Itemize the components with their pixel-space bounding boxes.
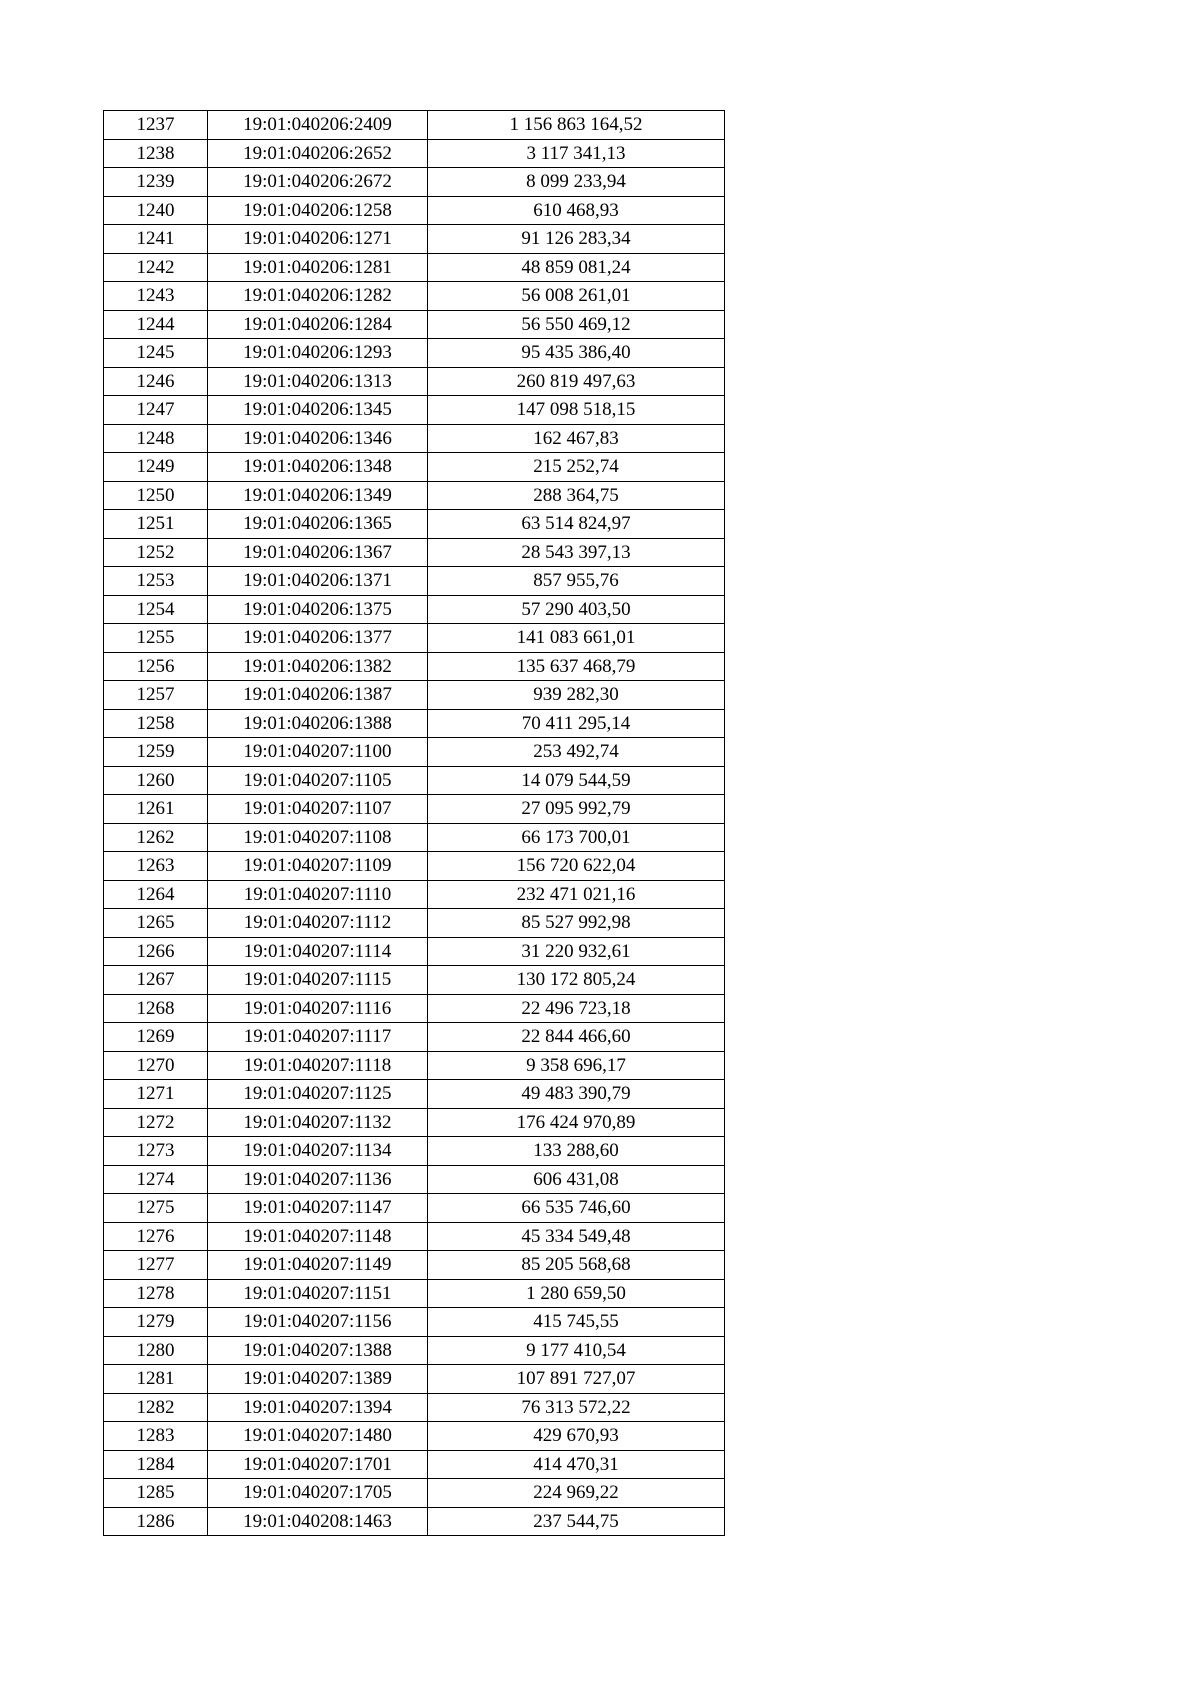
cadastral-value-cell: 49 483 390,79 (428, 1080, 725, 1109)
row-number-cell: 1246 (104, 367, 208, 396)
row-number-cell: 1257 (104, 681, 208, 710)
row-number-cell: 1285 (104, 1479, 208, 1508)
table-row (104, 1365, 725, 1394)
cadastral-value-cell: 1 156 863 164,52 (428, 111, 725, 140)
cadastral-number-cell: 19:01:040207:1389 (208, 1365, 428, 1394)
table-row (104, 225, 725, 254)
cadastral-number-cell: 19:01:040206:1313 (208, 367, 428, 396)
cadastral-number-cell: 19:01:040207:1147 (208, 1194, 428, 1223)
cadastral-number-cell: 19:01:040207:1112 (208, 909, 428, 938)
row-number-cell: 1267 (104, 966, 208, 995)
cadastral-number-cell: 19:01:040206:1377 (208, 624, 428, 653)
row-number-cell: 1274 (104, 1165, 208, 1194)
cadastral-value-cell: 429 670,93 (428, 1422, 725, 1451)
cadastral-number-cell: 19:01:040207:1118 (208, 1051, 428, 1080)
table-row (104, 1080, 725, 1109)
table-row (104, 880, 725, 909)
row-number-cell: 1248 (104, 424, 208, 453)
table-row (104, 367, 725, 396)
cadastral-number-cell: 19:01:040206:2409 (208, 111, 428, 140)
cadastral-number-cell: 19:01:040206:1258 (208, 196, 428, 225)
cadastral-value-cell: 9 358 696,17 (428, 1051, 725, 1080)
table-row (104, 681, 725, 710)
table-row (104, 1222, 725, 1251)
cadastral-number-cell: 19:01:040207:1115 (208, 966, 428, 995)
cadastral-number-cell: 19:01:040206:1346 (208, 424, 428, 453)
cadastral-number-cell: 19:01:040208:1463 (208, 1507, 428, 1536)
cadastral-value-cell: 939 282,30 (428, 681, 725, 710)
cadastral-number-cell: 19:01:040207:1134 (208, 1137, 428, 1166)
row-number-cell: 1277 (104, 1251, 208, 1280)
cadastral-number-cell: 19:01:040207:1148 (208, 1222, 428, 1251)
cadastral-value-cell: 8 099 233,94 (428, 168, 725, 197)
table-row (104, 909, 725, 938)
cadastral-number-cell: 19:01:040207:1480 (208, 1422, 428, 1451)
row-number-cell: 1263 (104, 852, 208, 881)
table-row (104, 139, 725, 168)
table-row (104, 1137, 725, 1166)
table-row (104, 396, 725, 425)
table-row (104, 937, 725, 966)
cadastral-number-cell: 19:01:040206:1349 (208, 481, 428, 510)
cadastral-number-cell: 19:01:040207:1132 (208, 1108, 428, 1137)
cadastral-value-cell: 130 172 805,24 (428, 966, 725, 995)
table-row (104, 282, 725, 311)
row-number-cell: 1250 (104, 481, 208, 510)
cadastral-value-table (103, 110, 725, 1536)
cadastral-value-cell: 56 550 469,12 (428, 310, 725, 339)
table-row (104, 1251, 725, 1280)
cadastral-number-cell: 19:01:040207:1107 (208, 795, 428, 824)
cadastral-value-cell: 9 177 410,54 (428, 1336, 725, 1365)
table-row (104, 1023, 725, 1052)
cadastral-number-cell: 19:01:040207:1705 (208, 1479, 428, 1508)
row-number-cell: 1255 (104, 624, 208, 653)
row-number-cell: 1269 (104, 1023, 208, 1052)
cadastral-number-cell: 19:01:040206:1282 (208, 282, 428, 311)
cadastral-value-cell: 253 492,74 (428, 738, 725, 767)
cadastral-value-cell: 415 745,55 (428, 1308, 725, 1337)
table-row (104, 1308, 725, 1337)
cadastral-value-cell: 133 288,60 (428, 1137, 725, 1166)
cadastral-value-cell: 260 819 497,63 (428, 367, 725, 396)
cadastral-value-cell: 27 095 992,79 (428, 795, 725, 824)
cadastral-value-cell: 141 083 661,01 (428, 624, 725, 653)
table-row (104, 510, 725, 539)
cadastral-value-cell: 66 173 700,01 (428, 823, 725, 852)
row-number-cell: 1276 (104, 1222, 208, 1251)
table-row (104, 453, 725, 482)
cadastral-number-cell: 19:01:040207:1105 (208, 766, 428, 795)
cadastral-number-cell: 19:01:040207:1149 (208, 1251, 428, 1280)
table-row (104, 1051, 725, 1080)
cadastral-number-cell: 19:01:040206:1365 (208, 510, 428, 539)
cadastral-number-cell: 19:01:040207:1151 (208, 1279, 428, 1308)
table-row (104, 339, 725, 368)
table-row (104, 823, 725, 852)
table-row (104, 1279, 725, 1308)
cadastral-number-cell: 19:01:040206:1281 (208, 253, 428, 282)
cadastral-value-cell: 237 544,75 (428, 1507, 725, 1536)
row-number-cell: 1275 (104, 1194, 208, 1223)
row-number-cell: 1265 (104, 909, 208, 938)
table-row (104, 1422, 725, 1451)
row-number-cell: 1282 (104, 1393, 208, 1422)
cadastral-value-cell: 135 637 468,79 (428, 652, 725, 681)
cadastral-value-cell: 414 470,31 (428, 1450, 725, 1479)
cadastral-number-cell: 19:01:040206:1367 (208, 538, 428, 567)
row-number-cell: 1271 (104, 1080, 208, 1109)
table-row (104, 481, 725, 510)
table-row (104, 567, 725, 596)
table-row (104, 738, 725, 767)
row-number-cell: 1270 (104, 1051, 208, 1080)
cadastral-number-cell: 19:01:040207:1136 (208, 1165, 428, 1194)
table-row (104, 1450, 725, 1479)
row-number-cell: 1245 (104, 339, 208, 368)
row-number-cell: 1268 (104, 994, 208, 1023)
table-row (104, 652, 725, 681)
cadastral-number-cell: 19:01:040206:1345 (208, 396, 428, 425)
cadastral-number-cell: 19:01:040206:1293 (208, 339, 428, 368)
cadastral-value-cell: 31 220 932,61 (428, 937, 725, 966)
row-number-cell: 1262 (104, 823, 208, 852)
cadastral-number-cell: 19:01:040206:2652 (208, 139, 428, 168)
cadastral-value-cell: 215 252,74 (428, 453, 725, 482)
cadastral-number-cell: 19:01:040206:1348 (208, 453, 428, 482)
row-number-cell: 1247 (104, 396, 208, 425)
row-number-cell: 1280 (104, 1336, 208, 1365)
table-row (104, 1194, 725, 1223)
cadastral-number-cell: 19:01:040206:1388 (208, 709, 428, 738)
cadastral-number-cell: 19:01:040207:1109 (208, 852, 428, 881)
cadastral-value-cell: 70 411 295,14 (428, 709, 725, 738)
cadastral-number-cell: 19:01:040207:1156 (208, 1308, 428, 1337)
table-row (104, 595, 725, 624)
cadastral-value-cell: 224 969,22 (428, 1479, 725, 1508)
cadastral-value-cell: 176 424 970,89 (428, 1108, 725, 1137)
table-row (104, 538, 725, 567)
cadastral-value-cell: 85 205 568,68 (428, 1251, 725, 1280)
cadastral-value-cell: 76 313 572,22 (428, 1393, 725, 1422)
table-row (104, 709, 725, 738)
row-number-cell: 1254 (104, 595, 208, 624)
row-number-cell: 1239 (104, 168, 208, 197)
table-row (104, 1507, 725, 1536)
row-number-cell: 1279 (104, 1308, 208, 1337)
cadastral-value-cell: 610 468,93 (428, 196, 725, 225)
cadastral-value-cell: 95 435 386,40 (428, 339, 725, 368)
cadastral-value-cell: 45 334 549,48 (428, 1222, 725, 1251)
cadastral-value-cell: 57 290 403,50 (428, 595, 725, 624)
row-number-cell: 1256 (104, 652, 208, 681)
row-number-cell: 1237 (104, 111, 208, 140)
cadastral-value-cell: 63 514 824,97 (428, 510, 725, 539)
row-number-cell: 1240 (104, 196, 208, 225)
row-number-cell: 1244 (104, 310, 208, 339)
table-row (104, 1165, 725, 1194)
row-number-cell: 1260 (104, 766, 208, 795)
cadastral-value-cell: 48 859 081,24 (428, 253, 725, 282)
row-number-cell: 1238 (104, 139, 208, 168)
cadastral-value-cell: 22 844 466,60 (428, 1023, 725, 1052)
cadastral-value-cell: 147 098 518,15 (428, 396, 725, 425)
cadastral-value-cell: 3 117 341,13 (428, 139, 725, 168)
cadastral-number-cell: 19:01:040207:1108 (208, 823, 428, 852)
table-row (104, 994, 725, 1023)
cadastral-number-cell: 19:01:040207:1125 (208, 1080, 428, 1109)
cadastral-number-cell: 19:01:040207:1116 (208, 994, 428, 1023)
cadastral-value-cell: 606 431,08 (428, 1165, 725, 1194)
cadastral-number-cell: 19:01:040207:1388 (208, 1336, 428, 1365)
cadastral-value-cell: 232 471 021,16 (428, 880, 725, 909)
cadastral-value-cell: 85 527 992,98 (428, 909, 725, 938)
row-number-cell: 1253 (104, 567, 208, 596)
row-number-cell: 1264 (104, 880, 208, 909)
cadastral-value-cell: 857 955,76 (428, 567, 725, 596)
row-number-cell: 1252 (104, 538, 208, 567)
cadastral-number-cell: 19:01:040206:1284 (208, 310, 428, 339)
row-number-cell: 1243 (104, 282, 208, 311)
row-number-cell: 1249 (104, 453, 208, 482)
table-row (104, 253, 725, 282)
table-row (104, 852, 725, 881)
cadastral-number-cell: 19:01:040207:1394 (208, 1393, 428, 1422)
table-row (104, 795, 725, 824)
cadastral-number-cell: 19:01:040207:1110 (208, 880, 428, 909)
cadastral-value-cell: 22 496 723,18 (428, 994, 725, 1023)
cadastral-number-cell: 19:01:040206:2672 (208, 168, 428, 197)
table-row (104, 766, 725, 795)
cadastral-number-cell: 19:01:040207:1100 (208, 738, 428, 767)
cadastral-number-cell: 19:01:040207:1117 (208, 1023, 428, 1052)
cadastral-value-cell: 162 467,83 (428, 424, 725, 453)
row-number-cell: 1272 (104, 1108, 208, 1137)
row-number-cell: 1286 (104, 1507, 208, 1536)
table-row (104, 168, 725, 197)
row-number-cell: 1241 (104, 225, 208, 254)
row-number-cell: 1278 (104, 1279, 208, 1308)
cadastral-number-cell: 19:01:040207:1701 (208, 1450, 428, 1479)
cadastral-value-cell: 1 280 659,50 (428, 1279, 725, 1308)
row-number-cell: 1281 (104, 1365, 208, 1394)
row-number-cell: 1258 (104, 709, 208, 738)
table-row (104, 196, 725, 225)
row-number-cell: 1242 (104, 253, 208, 282)
table-row (104, 1479, 725, 1508)
row-number-cell: 1251 (104, 510, 208, 539)
cadastral-value-cell: 107 891 727,07 (428, 1365, 725, 1394)
row-number-cell: 1259 (104, 738, 208, 767)
table-row (104, 1336, 725, 1365)
cadastral-value-cell: 91 126 283,34 (428, 225, 725, 254)
table-row (104, 310, 725, 339)
table-row (104, 966, 725, 995)
row-number-cell: 1261 (104, 795, 208, 824)
cadastral-value-cell: 14 079 544,59 (428, 766, 725, 795)
cadastral-value-cell: 288 364,75 (428, 481, 725, 510)
table-row (104, 1108, 725, 1137)
table-row (104, 111, 725, 140)
table-body (104, 111, 725, 1536)
cadastral-value-cell: 66 535 746,60 (428, 1194, 725, 1223)
cadastral-number-cell: 19:01:040206:1375 (208, 595, 428, 624)
row-number-cell: 1284 (104, 1450, 208, 1479)
cadastral-number-cell: 19:01:040206:1382 (208, 652, 428, 681)
row-number-cell: 1273 (104, 1137, 208, 1166)
cadastral-number-cell: 19:01:040207:1114 (208, 937, 428, 966)
cadastral-value-cell: 156 720 622,04 (428, 852, 725, 881)
table-row (104, 1393, 725, 1422)
row-number-cell: 1283 (104, 1422, 208, 1451)
cadastral-value-cell: 56 008 261,01 (428, 282, 725, 311)
table-row (104, 624, 725, 653)
cadastral-number-cell: 19:01:040206:1271 (208, 225, 428, 254)
row-number-cell: 1266 (104, 937, 208, 966)
cadastral-value-cell: 28 543 397,13 (428, 538, 725, 567)
cadastral-number-cell: 19:01:040206:1387 (208, 681, 428, 710)
table-row (104, 424, 725, 453)
cadastral-number-cell: 19:01:040206:1371 (208, 567, 428, 596)
